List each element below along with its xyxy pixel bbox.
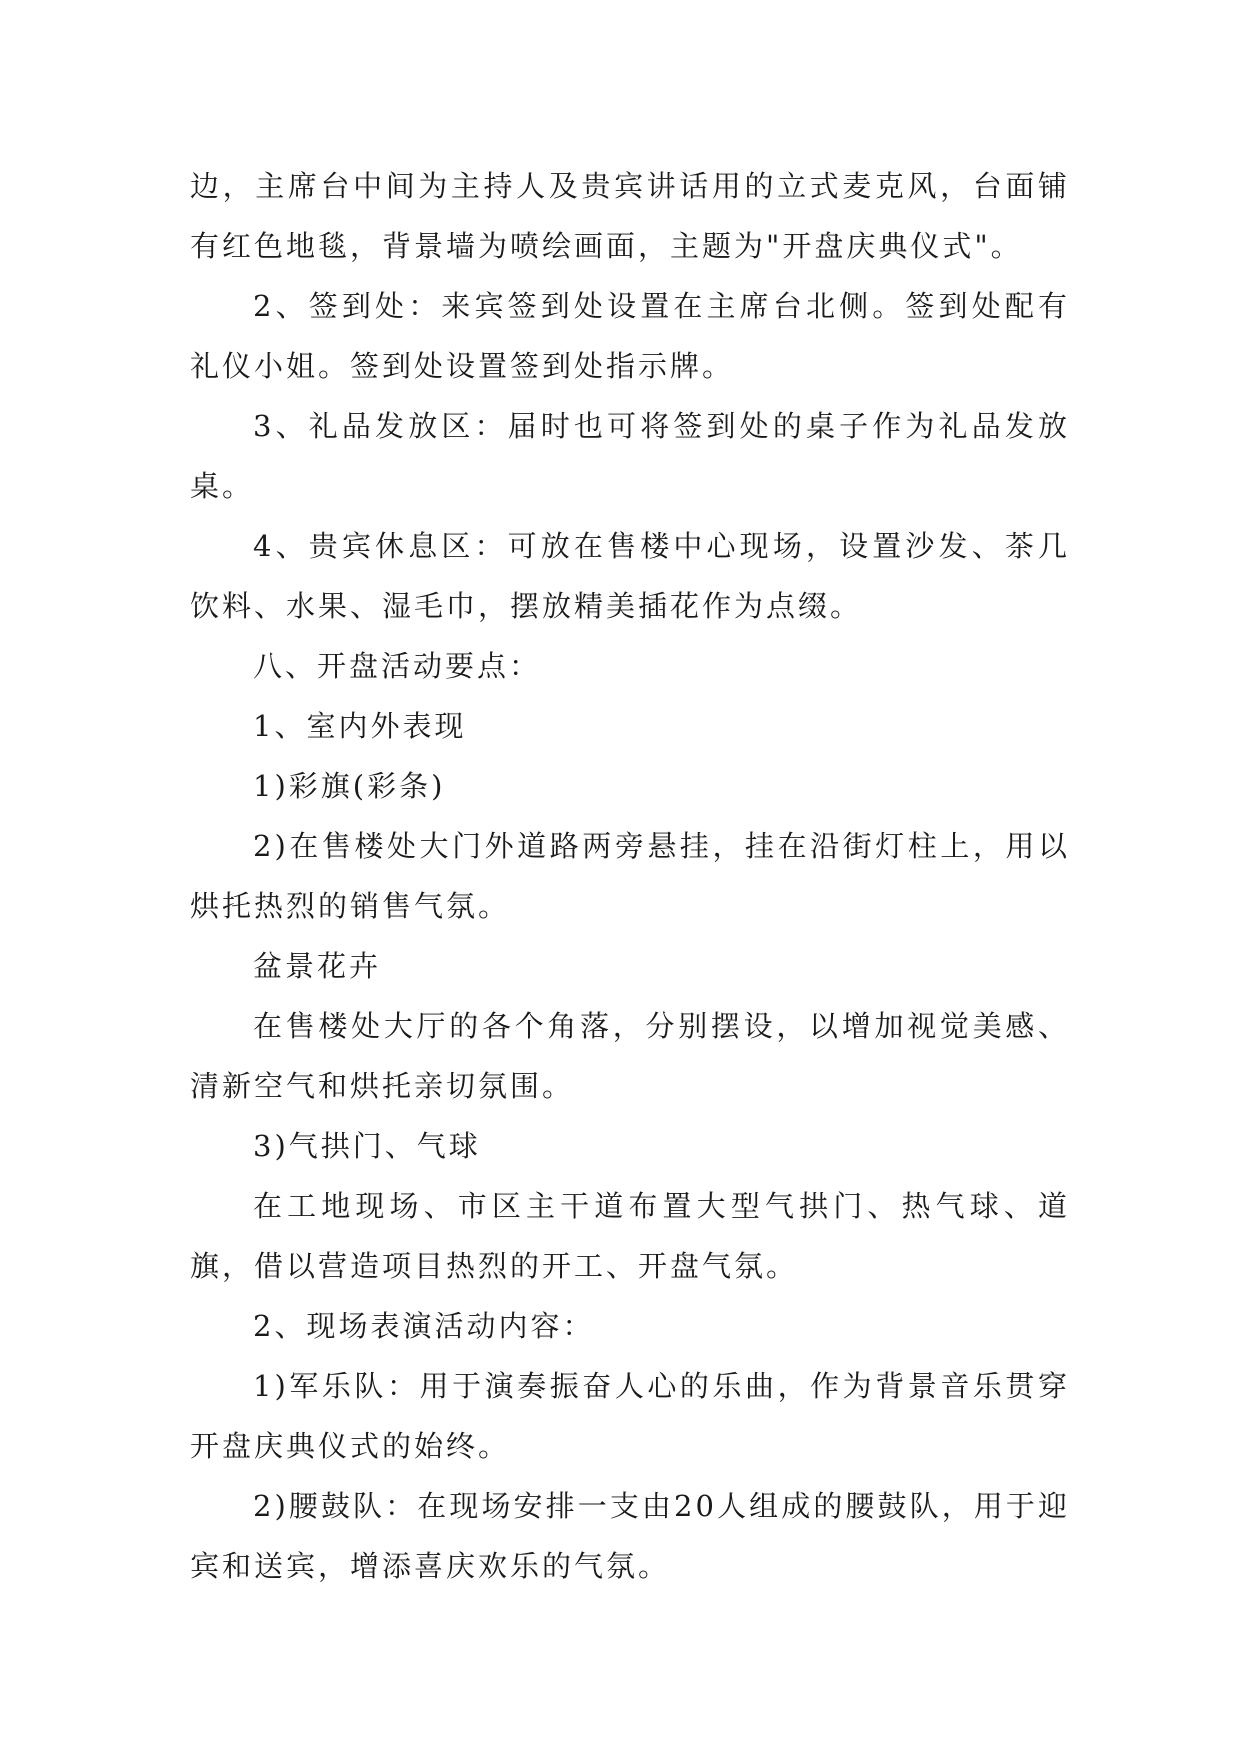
paragraph-flags-hanging: 2)在售楼处大门外道路两旁悬挂，挂在沿街灯柱上，用以烘托热烈的销售气氛。 bbox=[190, 829, 1070, 923]
paragraph-drum-team: 2)腰鼓队：在现场安排一支由20人组成的腰鼓队，用于迎宾和送宾，增添喜庆欢乐的气氛。 bbox=[190, 1489, 1070, 1583]
paragraph-arches-balloons: 在工地现场、市区主干道布置大型气拱门、热气球、道旗，借以营造项目热烈的开工、开盘气氛。 bbox=[190, 1189, 1070, 1283]
document-body bbox=[190, 156, 1070, 1596]
item-flags: 1)彩旗(彩条) bbox=[253, 769, 446, 803]
paragraph-sign-in-desk: 2、签到处：来宾签到处设置在主席台北侧。签到处配有礼仪小姐。签到处设置签到处指示牌。 bbox=[190, 289, 1070, 383]
item-arches-balloons: 3)气拱门、气球 bbox=[253, 1129, 481, 1163]
item-potted-flowers: 盆景花卉 bbox=[253, 949, 382, 983]
paragraph-vip-lounge: 4、贵宾休息区：可放在售楼中心现场，设置沙发、茶几饮料、水果、湿毛巾，摆放精美插花作为点缀。 bbox=[190, 529, 1070, 623]
paragraph-military-band: 1)军乐队：用于演奏振奋人心的乐曲，作为背景音乐贯穿开盘庆典仪式的始终。 bbox=[190, 1369, 1070, 1463]
paragraph-gift-area: 3、礼品发放区：届时也可将签到处的桌子作为礼品发放桌。 bbox=[190, 409, 1070, 503]
subheading-performances: 2、现场表演活动内容： bbox=[253, 1309, 595, 1343]
section-heading-opening-points: 八、开盘活动要点： bbox=[253, 649, 542, 683]
subheading-indoor-outdoor: 1、室内外表现 bbox=[253, 709, 467, 743]
paragraph-continuation: 边，主席台中间为主持人及贵宾讲话用的立式麦克风，台面铺有红色地毯，背景墙为喷绘画面，主题为"开盘庆典仪式"。 bbox=[190, 169, 1070, 263]
paragraph-potted-flowers: 在售楼处大厅的各个角落，分别摆设，以增加视觉美感、清新空气和烘托亲切氛围。 bbox=[190, 1009, 1070, 1103]
